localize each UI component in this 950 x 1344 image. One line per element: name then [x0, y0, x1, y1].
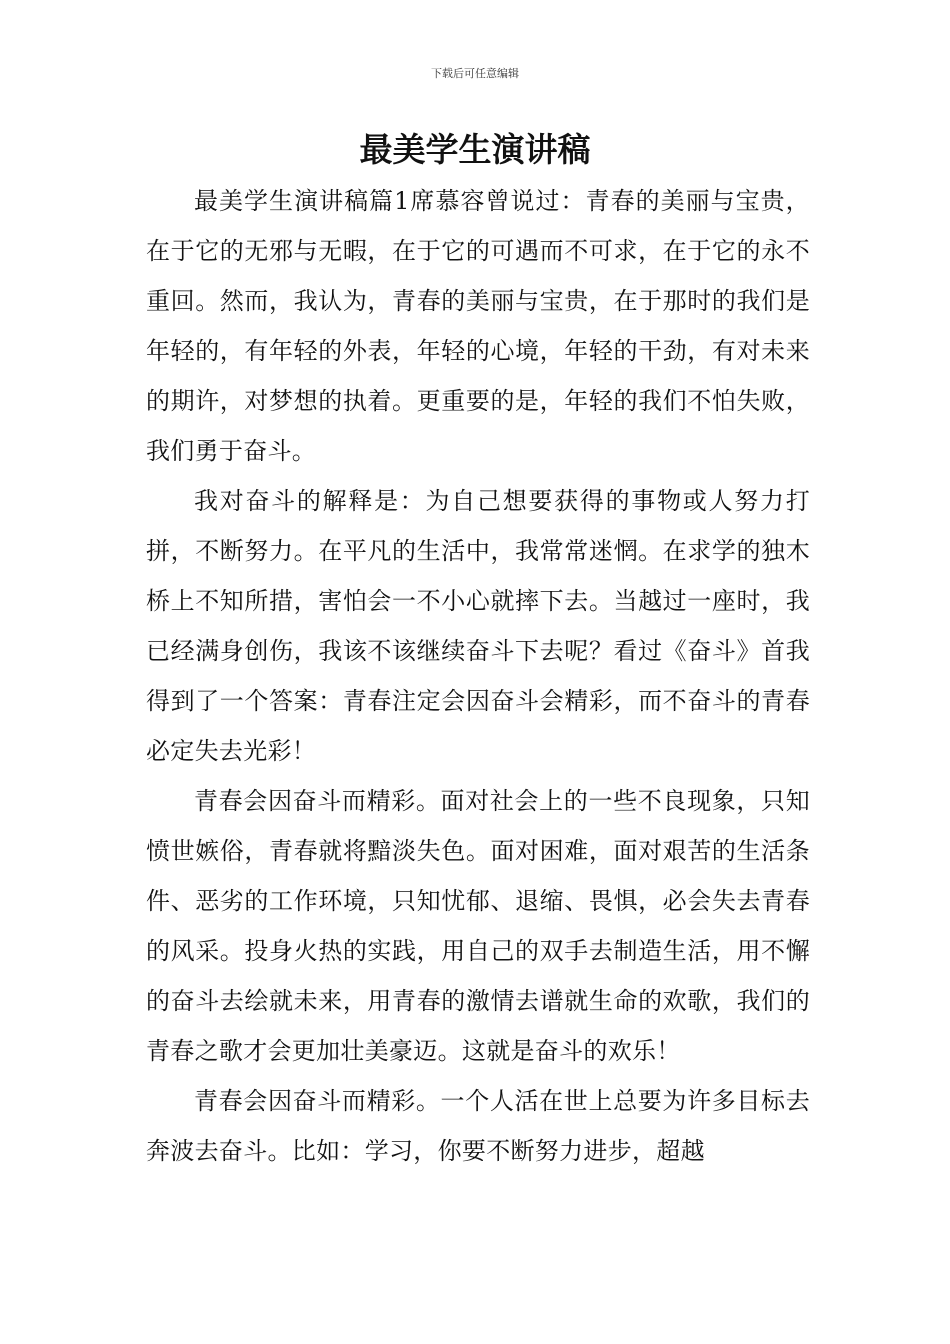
document-title: 最美学生演讲稿: [359, 130, 591, 169]
paragraph-1: 最美学生演讲稿篇1席慕容曾说过：青春的美丽与宝贵，在于它的无邪与无暇，在于它的可遇而不可求，在于它的永不重回。然而，我认为，青春的美丽与宝贵，在于那时的我们是年轻的，有年轻的外表，年轻的心境，年轻的干劲，有对未来的期许，对梦想的执着。更重要的是，年轻的我们不怕失败，我们勇于奋斗。: [146, 187, 810, 465]
paragraph-2: 我对奋斗的解释是：为自己想要获得的事物或人努力打拼，不断努力。在平凡的生活中，我常常迷惘。在求学的独木桥上不知所措，害怕会一不小心就摔下去。当越过一座时，我已经满身创伤，我该不该继续奋斗下去呢？看过《奋斗》首我得到了一个答案：青春注定会因奋斗会精彩，而不奋斗的青春必定失去光彩！: [146, 487, 810, 765]
paragraph-4: 青春会因奋斗而精彩。一个人活在世上总要为许多目标去奔波去奋斗。比如：学习，你要不断努力进步，超越: [146, 1087, 810, 1165]
header-note: 下载后可任意编辑: [431, 67, 519, 80]
document-body: [146, 176, 810, 1176]
paragraph-3: 青春会因奋斗而精彩。面对社会上的一些不良现象，只知愤世嫉俗，青春就将黯淡失色。面对困难，面对艰苦的生活条件、恶劣的工作环境，只知忧郁、退缩、畏惧，必会失去青春的风采。投身火热的实践，用自己的双手去制造生活，用不懈的奋斗去绘就未来，用青春的激情去谱就生命的欢歌，我们的青春之歌才会更加壮美豪迈。这就是奋斗的欢乐！: [146, 787, 810, 1065]
